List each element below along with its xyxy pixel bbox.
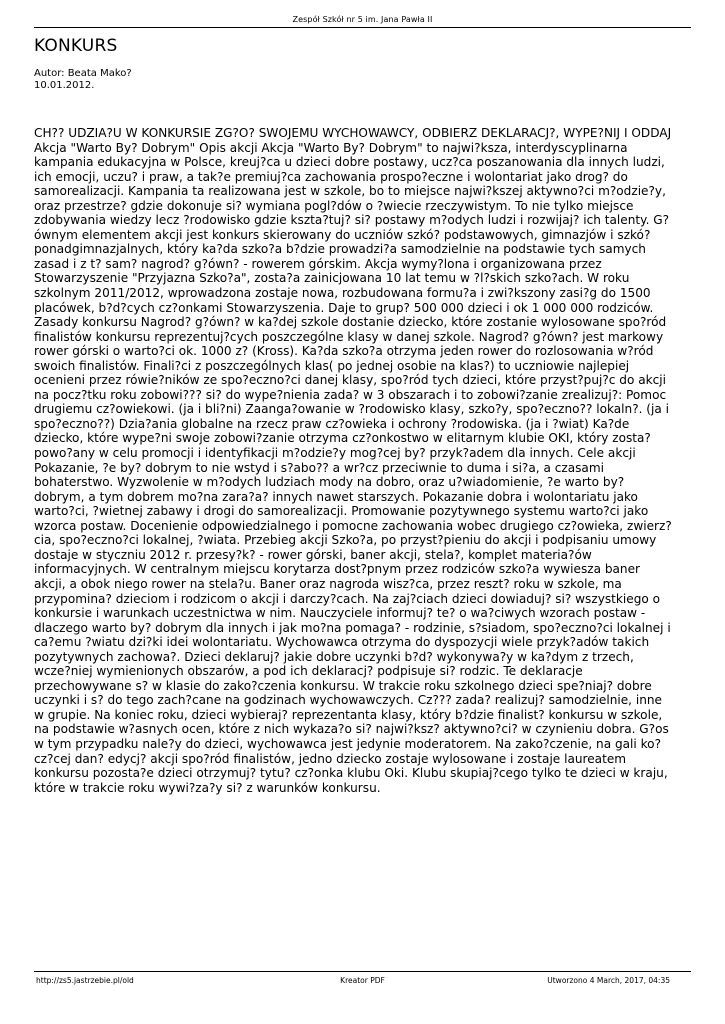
article-author: Autor: Beata Mako? (34, 68, 132, 79)
footer-generator: Kreator PDF (340, 976, 385, 985)
article-body: CH?? UDZIA?U W KONKURSIE ZG?O? SWOJEMU WYCHOWAWCY, ODBIERZ DEKLARACJ?, WYPE?NIJ I ODDAJ Akcja "Warto By? Dobrym" Opis akcji Akcja "Warto By? Dobrym" to najwi?ksza, interdyscyplinarna kampania edukacyjna w Polsce, kreuj?ca u dzieci dobre postawy, ucz?ca poszanowania dla innych ludzi, ich emocji, uczu? i praw, a tak?e premiuj?ca zachowania prospo?eczne i wolontariat jako drog? do samorealizacji. Kampania ta realizowana jest w szkole, bo to miejsce najwi?kszej aktywno?ci m?odzie?y, oraz przestrze? gdzie dokonuje si? wymiana pogl?dów o ?wiecie rzeczywistym. To nie tylko miejsce zdobywania wiedzy lecz ?rodowisko gdzie kszta?tuj? si? postawy m?odych ludzi i rozwijaj? ich talenty. G?ównym elementem akcji jest konkurs skierowany do uczniów szkó? podstawowych, gimnazjów i szkó? ponadgimnazjalnych, który ka?da szko?a b?dzie prowadzi?a samodzielnie na podstawie tych samych zasad i z t? sam? nagrod? g?ówn? - rowerem górskim. Akcja wymy?lona i organizowana przez Stowarzyszenie "Przyjazna Szko?a", zosta?a zainicjowana 10 lat temu w ?l?skich szko?ach. W roku szkolnym 2011/2012, wprowadzona zostaje nowa, rozbudowana formu?a i zwi?kszony zasi?g do 1500 placówek, b?d?cych cz?onkami Stowarzyszenia. Daje to grup? 500 000 dzieci i ok 1 000 000 rodziców. Zasady konkursu Nagrod? g?ówn? w ka?dej szkole dostanie dziecko, które zostanie wylosowane spo?ród finalistów konkursu reprezentuj?cych poszczególne klasy w danej szkole. Nagrod? g?ówn? jest markowy rower górski o warto?ci ok. 1000 z? (Kross). Ka?da szko?a otrzyma jeden rower do rozlosowania w?ród swoich finalistów. Finali?ci z poszczególnych klas( po jednej osobie na klas?) to uczniowie najlepiej ocenieni przez rówie?ników ze spo?eczno?ci danej klasy, spo?ród tych dzieci, które przyst?puj?c do akcji na pocz?tku roku zobowi??? si? do wype?nienia zada? w 3 obszarach i to zobowi?zanie zrealizuj?: Pomoc drugiemu cz?owiekowi. (ja i bli?ni) Zaanga?owanie w ?rodowisko klasy, szko?y, spo?eczno?? lokaln?. (ja i spo?eczno??) Dzia?ania globalne na rzecz praw cz?owieka i ochrony ?rodowiska. (ja i ?wiat) Ka?de dziecko, które wype?ni swoje zobowi?zanie otrzyma cz?onkostwo w elitarnym klubie OKI, który zosta? powo?any w celu promocji i identyfikacji m?odzie?y mog?cej by? przyk?adem dla innych. Cele akcji Pokazanie, ?e by? dobrym to nie wstyd i s?abo?? a wr?cz przeciwnie to duma i si?a, a czasami bohaterstwo. Wyzwolenie w m?odych ludziach mody na dobro, oraz u?wiadomienie, ?e warto by? dobrym, a tym dobrem mo?na zara?a? innych nawet starszych. Pokazanie dobra i wolontariatu jako warto?ci, ?wietnej zabawy i drogi do samorealizacji. Promowanie pozytywnego systemu warto?ci jako wzorca postaw. Docenienie odpowiedzialnego i pomocne zachowania wobec drugiego cz?owieka, zwierz?cia, spo?eczno?ci lokalnej, ?wiata. Przebieg akcji Szko?a, po przyst?pieniu do akcji i podpisaniu umowy dostaje w styczniu 2012 r. przesy?k? - rower górski, baner akcji, stela?, komplet materia?ów informacyjnych. W centralnym miejscu korytarza dost?pnym przez rodziców szko?a wywiesza baner akcji, a obok niego rower na stela?u. Baner oraz nagroda wisz?ca, przez reszt? roku w szkole, ma przypomina? dzieciom i rodzicom o akcji i darczy?cach. Na zaj?ciach dzieci dowiaduj? si? wszystkiego o konkursie i warunkach uczestnictwa w nim. Nauczyciele informuj? te? o wa?ciwych wzorach postaw - dlaczego warto by? dobrym dla innych i jak mo?na pomaga? - rodzinie, s?siadom, spo?eczno?ci lokalnej i ca?emu ?wiatu dzi?ki idei wolontariatu. Wychowawca otrzyma do dyspozycji wiele przyk?adów takich pozytywnych zachowa?. Dzieci deklaruj? jakie dobre uczynki b?d? wykonywa?y w ka?dym z trzech, wcze?niej wymienionych obszarów, a pod ich deklaracj? podpisuje si? rodzic. Te deklaracje przechowywane s? w klasie do zako?czenia konkursu. W trakcie roku szkolnego dzieci spe?niaj? dobre uczynki i s? do tego zach?cane na godzinach wychowawczych. Cz??? zada? realizuj? samodzielnie, inne w grupie. Na koniec roku, dzieci wybieraj? reprezentanta klasy, który b?dzie finalist? konkursu w szkole, na podstawie w?asnych ocen, które z nich wykaza?o si? najwi?ksz? aktywno?ci? w czynieniu dobra. G?os w tym przypadku nale?y do dzieci, wychowawca jest jedynie moderatorem. Na zako?czenie, na gali ko?cz?cej dan? edycj? akcji spo?ród finalistów, jedno dziecko zostaje wylosowane i zostaje laureatem konkursu pozosta?e dzieci otrzymuj? tytu? cz?onka klubu Oki. Klubu skupiaj?cego tylko te dzieci w kraju, które w trakcie roku wywi?za?y si? z warunków konkursu. (34, 126, 672, 795)
footer-divider (34, 971, 691, 972)
footer-url: http://zs5.jastrzebie.pl/old (36, 976, 134, 985)
article-title: KONKURS (34, 36, 118, 56)
header-divider (34, 27, 691, 28)
page-header-school: Zespół Szkół nr 5 im. Jana Pawła II (292, 15, 433, 24)
footer-created-date: Utworzono 4 March, 2017, 04:35 (547, 976, 670, 985)
article-date: 10.01.2012. (34, 80, 95, 91)
article-meta (34, 68, 132, 92)
